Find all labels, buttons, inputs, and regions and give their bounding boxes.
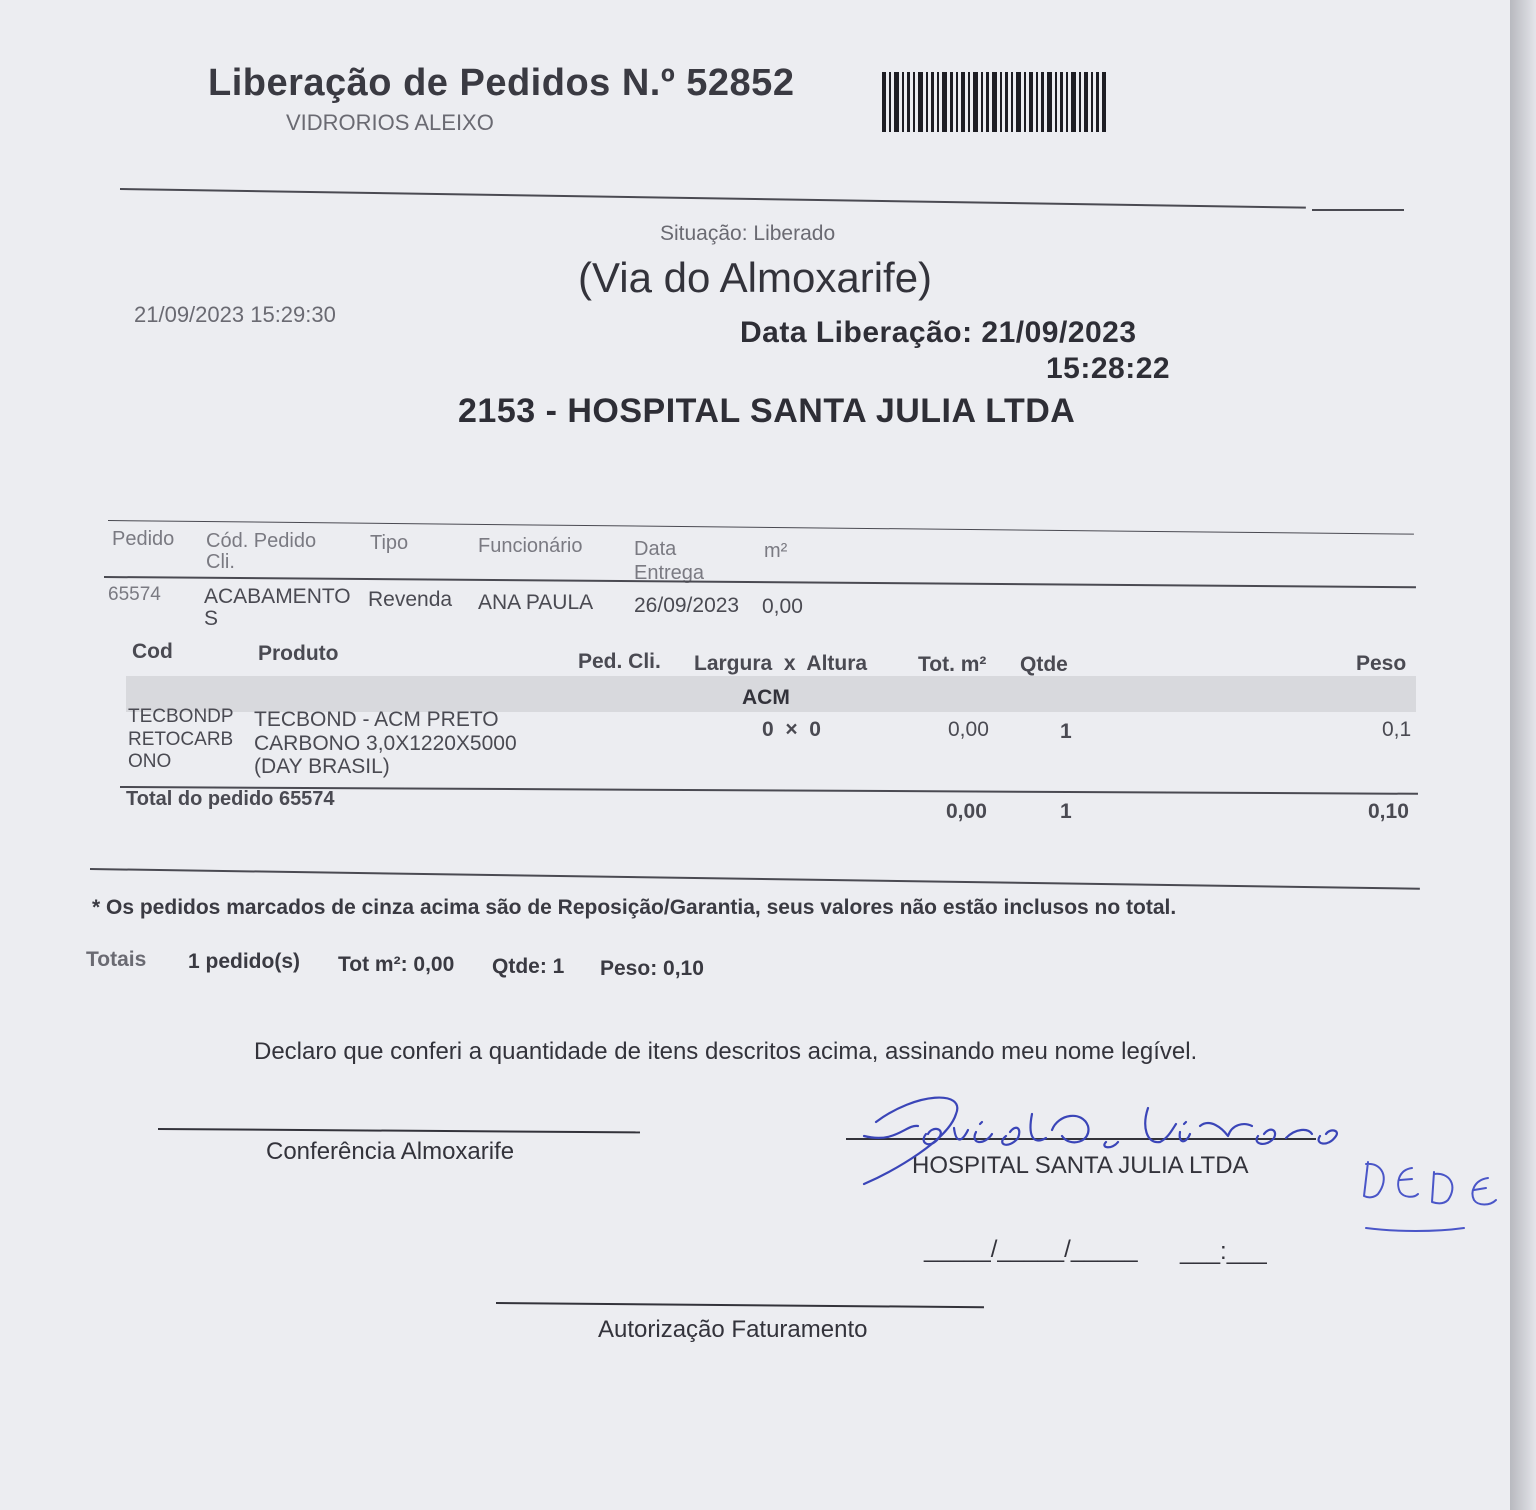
document-title: Liberação de Pedidos N.º 52852 <box>208 62 795 104</box>
handwritten-note <box>1356 1152 1506 1244</box>
totals-peso: Peso: 0,10 <box>600 957 704 980</box>
col-header-cod-pedido-2: Cli. <box>206 551 235 573</box>
totals-label: Totais <box>86 948 147 971</box>
order-cod-pedido-wrap: S <box>204 607 219 630</box>
item-header-largura-altura: Largura x Altura <box>694 652 868 675</box>
company-name: VIDRORIOS ALEIXO <box>286 110 494 135</box>
item-header-peso: Peso <box>1356 652 1407 675</box>
order-total-label: Total do pedido 65574 <box>126 788 335 810</box>
status-text: Situação: Liberado <box>660 222 836 245</box>
totals-pedidos: 1 pedido(s) <box>188 950 301 973</box>
item-produto-line-2: CARBONO 3,0X1220X5000 <box>254 732 517 755</box>
autorizacao-label: Autorização Faturamento <box>598 1316 868 1343</box>
item-produto-line-3: (DAY BRASIL) <box>254 755 390 778</box>
footer-divider <box>90 868 1420 890</box>
order-total-peso: 0,10 <box>1368 800 1409 823</box>
group-label: ACM <box>742 686 790 709</box>
item-cod-line-2: RETOCARB <box>128 729 234 750</box>
date-placeholder: _____/_____/_____ <box>924 1236 1138 1263</box>
conferencia-signature-line <box>158 1128 640 1133</box>
item-header-produto: Produto <box>258 642 339 665</box>
totals-m2: Tot m²: 0,00 <box>338 953 455 976</box>
printed-timestamp: 21/09/2023 15:29:30 <box>134 302 336 327</box>
header-divider <box>120 188 1306 209</box>
release-time: 15:28:22 <box>1046 352 1171 385</box>
col-header-cod-pedido: Cód. Pedido <box>206 530 317 552</box>
col-header-m2: m² <box>764 540 788 562</box>
item-header-qtde: Qtde <box>1020 653 1068 676</box>
order-cod-pedido: ACABAMENTO <box>204 585 351 608</box>
col-header-tipo: Tipo <box>370 532 409 554</box>
order-m2: 0,00 <box>762 595 803 618</box>
item-cod-line-3: ONO <box>128 751 172 772</box>
item-header-ped-cli: Ped. Cli. <box>578 650 661 673</box>
release-date: Data Liberação: 21/09/2023 <box>740 316 1137 349</box>
item-tot-m2: 0,00 <box>948 718 989 741</box>
barcode <box>882 72 1106 132</box>
item-header-tot-m2: Tot. m² <box>918 653 987 676</box>
item-peso: 0,1 <box>1382 718 1412 741</box>
item-qtde: 1 <box>1060 720 1072 743</box>
order-pedido: 65574 <box>108 584 161 605</box>
order-funcionario: ANA PAULA <box>478 591 594 614</box>
col-header-data: Data <box>634 538 677 560</box>
header-divider-right <box>1312 209 1404 211</box>
copy-label: (Via do Almoxarife) <box>578 254 933 301</box>
order-tipo: Revenda <box>368 588 453 611</box>
handwritten-signature <box>856 1084 1356 1194</box>
item-produto-line-1: TECBOND - ACM PRETO <box>254 708 499 731</box>
col-header-funcionario: Funcionário <box>478 535 583 557</box>
item-header-cod: Cod <box>132 640 173 663</box>
client-signature-label: HOSPITAL SANTA JULIA LTDA <box>912 1152 1249 1179</box>
col-header-pedido: Pedido <box>112 528 175 550</box>
col-header-data-2: Entrega <box>634 562 705 584</box>
order-data-entrega: 26/09/2023 <box>634 594 740 617</box>
item-dimensions: 0 × 0 <box>762 718 821 741</box>
autorizacao-signature-line <box>496 1302 984 1308</box>
time-placeholder: ___:___ <box>1180 1238 1267 1265</box>
order-total-m2: 0,00 <box>946 800 987 823</box>
item-cod-line-1: TECBONDP <box>128 706 234 727</box>
conferencia-label: Conferência Almoxarife <box>266 1138 515 1165</box>
totals-qtde: Qtde: 1 <box>492 955 565 978</box>
order-total-qtde: 1 <box>1060 800 1072 823</box>
replacement-note: * Os pedidos marcados de cinza acima são de Reposição/Garantia, seus valores não estão inclusos no total. <box>92 896 1177 919</box>
page-edge <box>1510 0 1536 1510</box>
declaration-text: Declaro que conferi a quantidade de itens descritos acima, assinando meu nome legível. <box>254 1038 1198 1065</box>
client-name: 2153 - HOSPITAL SANTA JULIA LTDA <box>458 392 1076 430</box>
